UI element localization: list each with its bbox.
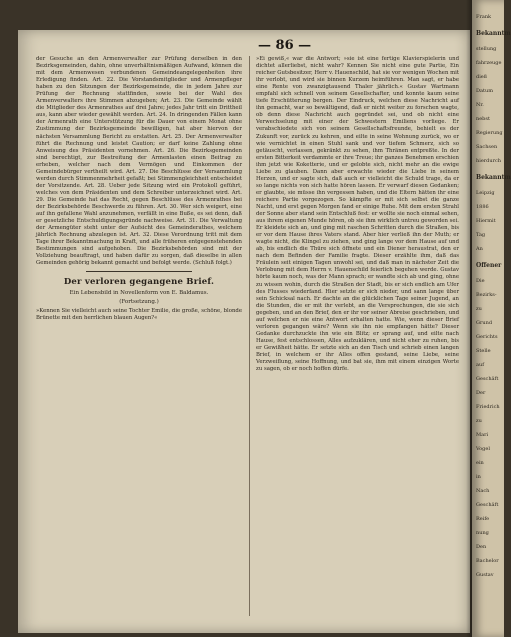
next-page-fragment: Bekanntm	[476, 174, 511, 181]
story-subtitle: Ein Lebensbild in Novellenform von E. Baldamus.	[69, 290, 209, 297]
right-column-paragraph: »Ei gewiß,« war die Antwort; »sie ist eine fertige Klavierspielerin und dichtet allerliebst, nicht wahr? Kennen Sie nicht eine gute Partie, Ein reicher Gutsbesitzer, Herr v. Hauenschild, hat sie vor wenigen Wochen mit ihr verlobt, und wird sie binnen Kurzem heimführen. Man sagt, er habe eine Rente von zwanzigtausend Thaler jährlich.« Gustav Wartmann empfahl sich schnell von seinem Gesellschafter, und konnte kaum seine tiefe Erschütterung bergen. Der Eindruck, welchen diese Nachricht auf ihn gemacht, war so bewältigend, daß er nicht weiter zu forschen wagte, ob denn diese Nachricht auch gegründet sei, und ob nicht eine Verwechselung mit einer der Schwestern Emiliens vorliege. Er verabschiedete sich von seinem Gesellschaftsfreunde, behielt es der Zukunft vor, zurück zu kehren, und eilte in seine Wohnung zurück, wo er wie vernichtet in einen Stuhl sank und vor tiefem Schmerz, sich so getäuscht, verlassen, gekränkt zu sehen, ihm Thränen entpreßte. In der ersten Bitterkeit verdammte er ihre Treue; ihr ganzes Benehmen erschien ihm jetzt wie Koketterie, und er gelobte sich, nicht mehr an die ewige Liebe zu glauben. Dann aber erwachte wieder die Liebe in seinem Herzen, und er sagte sich, daß auch er vielleicht die Schuld trage, da er so lange nichts von sich hatte hören lassen. Er verwarf diesen Gedanken; er glaubte, sie müsse ihn vergessen haben, und die Eltern hätten ihr eine reichere Partie vorgezogen. So kämpfte er mit sich selbst die ganze Nacht, und erst gegen Morgen fand er einige Ruhe. Mit dem ersten Strahl der Sonne aber stand sein Entschluß fest: er wollte sie noch einmal sehen, aus ihrem eigenen Munde hören, ob sie ihm wirklich untreu geworden sei. Er kleidete sich an, und ging mit raschen Schritten durch die Straßen, bis er vor dem Hause ihres Vaters stand. Aber hier verließ ihn der Muth; er wagte nicht, die Klingel zu ziehen, und ging lange vor dem Hause auf und ab, bis endlich die Thüre sich öffnete und ein Diener heraustrat, den er nach dem Befinden der Familie fragte. Dieser erzählte ihm, daß das Fräulein seit einigen Tagen unwohl sei, und daß man in nächster Zeit die Verlobung mit dem Herrn v. Hauenschild feierlich begehen werde. Gustav hörte kaum noch, was der Mann sprach; er wandte sich ab und ging, ohne zu wissen wohin, durch die Straßen der Stadt, bis er sich endlich am Ufer des Flusses wiederfand. Hier setzte er sich nieder, und sann lange über sein Schicksal nach. Er dachte an die glücklichen Tage seiner Jugend, an die Stunden, die er mit ihr verlebt, an die Versprechungen, die sie sich gegeben, und an den Brief, den er ihr vor seiner Abreise geschrieben, und auf welchen er nie eine Antwort erhalten hatte. Wie, wenn dieser Brief verloren gegangen wäre? Wenn sie ihn nie empfangen hätte? Dieser Gedanke durchzuckte ihn wie ein Blitz; er sprang auf, und eilte nach Hause, fest entschlossen, Alles aufzuklären, und nicht eher zu ruhen, bis er Gewißheit hätte. Er setzte sich an den Tisch und schrieb einen langen Brief, in welchem er ihr Alles offen gestand, seine Liebe, seine Verzweiflung, seine Hoffnung, und bat sie, ihm mit einem einzigen Worte zu sagen, ob er noch hoffen dürfe.	[256, 56, 460, 373]
left-column	[36, 56, 242, 616]
next-page-fragment: Mari	[476, 432, 489, 438]
next-page-fragment: Nr.	[476, 102, 484, 108]
next-page-fragment: dieß	[476, 74, 488, 80]
story-text: »Kennen Sie vielleicht auch seine Tochter Emilie, die große, schöne, blonde Brünette mit den herrlichen blauen Augen?«	[36, 308, 242, 322]
next-page-fragment: An	[476, 246, 483, 252]
next-page-fragment: stellung	[476, 46, 497, 52]
next-page-fragment: Leipzig	[476, 190, 495, 196]
next-page-fragment: 1886	[476, 204, 489, 210]
next-page-fragment: zu	[476, 306, 482, 312]
next-page-fragment: Datum	[476, 88, 493, 94]
next-page-fragment: Gustav	[476, 572, 494, 578]
next-page-fragment: Tag	[476, 232, 486, 238]
next-page-fragment: Offener	[476, 262, 502, 269]
next-page-fragment: Geschäft	[476, 502, 499, 508]
next-page-fragment: nung	[476, 530, 489, 536]
next-page-fragment: Bekanntm	[476, 30, 511, 37]
column-rule	[249, 56, 250, 616]
story-title: Der verloren gegangene Brief.	[63, 277, 215, 288]
story-continuation: (Fortsetzung.)	[119, 299, 159, 306]
next-page-fragment: Friedrich	[476, 404, 500, 410]
next-page-fragment: fahrzeuge	[476, 60, 502, 66]
next-page-fragment: Frank	[476, 14, 492, 20]
next-page-fragment: zu	[476, 418, 482, 424]
next-page-fragment: in	[476, 474, 481, 480]
newspaper-page	[18, 30, 470, 633]
next-page-fragment: nebst	[476, 116, 490, 122]
next-page-fragment: auf	[476, 362, 485, 368]
next-page-fragment: hierdurch	[476, 158, 501, 164]
next-page-fragment: Die	[476, 278, 485, 284]
next-page-fragment: Bezirks-	[476, 292, 497, 298]
next-page-fragment: Der	[476, 390, 486, 396]
next-page-edge	[472, 0, 511, 637]
next-page-fragment: Grund	[476, 320, 493, 326]
next-page-fragment: Reife	[476, 516, 490, 522]
section-divider	[86, 271, 192, 272]
next-page-fragment: Stelle	[476, 348, 491, 354]
next-page-fragment: Sachsen	[476, 144, 498, 150]
next-page-fragment: Bachelor	[476, 558, 499, 564]
next-page-fragment: Hiermit	[476, 218, 496, 224]
next-page-fragment: Gerichts	[476, 334, 498, 340]
next-page-fragment: Den	[476, 544, 487, 550]
next-page-fragment: Regierung	[476, 130, 503, 136]
page-number: — 86 —	[258, 38, 312, 53]
left-column-paragraph: der Gesuche an den Armenverwalter zur Prüfung derselben in den Bezirksgemeinden, dahin, ohne unverhältnismäßigen Aufwand, können die mit dem Armenwesen verbundenen Gemeindeangelegenheiten ihre Erledigung finden. Art. 22. Die Vorstandsmitglieder und Armenpfleger haben zu den Sitzungen der Bezirksgemeinde, die in jedem Jahre zur Prüfung der Rechnung stattfinden, sowie bei der Wahl des Armenverwalters ihre Stimmen abzugeben; Art. 23. Die Gemeinde wählt die Mitglieder des Armenrathes auf drei Jahre; jedes Jahr tritt ein Drittheil aus, kann aber wieder gewählt werden. Art. 24. In dringenden Fällen kann der Armenrath eine Unterstützung für die Dauer von einem Monat ohne Zustimmung der Bezirksgemeinde bewilligen, hat aber hiervon der nächsten Versammlung Bericht zu erstatten. Art. 25. Der Armenverwalter führt die Rechnung und leistet Caution; er darf keine Zahlung ohne Anweisung des Präsidenten vornehmen. Art. 26. Die Bezirksgemeinden sind berechtigt, zur Bestreitung der Armenlasten einen Beitrag zu erheben, welcher nach dem Vermögen und Einkommen der Gemeindebürger vertheilt wird. Art. 27. Die Beschlüsse der Versammlung werden durch Stimmenmehrheit gefaßt; bei Stimmengleichheit entscheidet der Vorsitzende. Art. 28. Ueber jede Sitzung wird ein Protokoll geführt, welches von dem Präsidenten und dem Schreiber unterzeichnet wird. Art. 29. Die Gemeinde hat das Recht, gegen Beschlüsse des Armenrathes bei der Bezirksbehörde Beschwerde zu führen. Art. 30. Wer sich weigert, eine auf ihn gefallene Wahl anzunehmen, verfällt in eine Buße, es sei denn, daß er gesetzliche Entschuldigungsgründe nachweise. Art. 31. Die Verwaltung der Armengüter steht unter der Aufsicht des Gemeinderathes, welchem jährlich Rechnung abzulegen ist. Art. 32. Diese Verordnung tritt mit dem Tage ihrer Bekanntmachung in Kraft, und alle früheren entgegenstehenden Bestimmungen sind aufgehoben. Die Bezirksbehörden sind mit der Vollziehung beauftragt, und haben dafür zu sorgen, daß dieselbe in allen Gemeinden gehörig bekannt gemacht und befolgt werde. (Schluß folgt.)	[36, 56, 242, 267]
next-page-fragment: Nach	[476, 488, 490, 494]
next-page-fragment: ein	[476, 460, 484, 466]
right-column	[256, 56, 459, 616]
next-page-fragment: Geschäft	[476, 376, 499, 382]
next-page-fragment: Vogel	[476, 446, 490, 452]
